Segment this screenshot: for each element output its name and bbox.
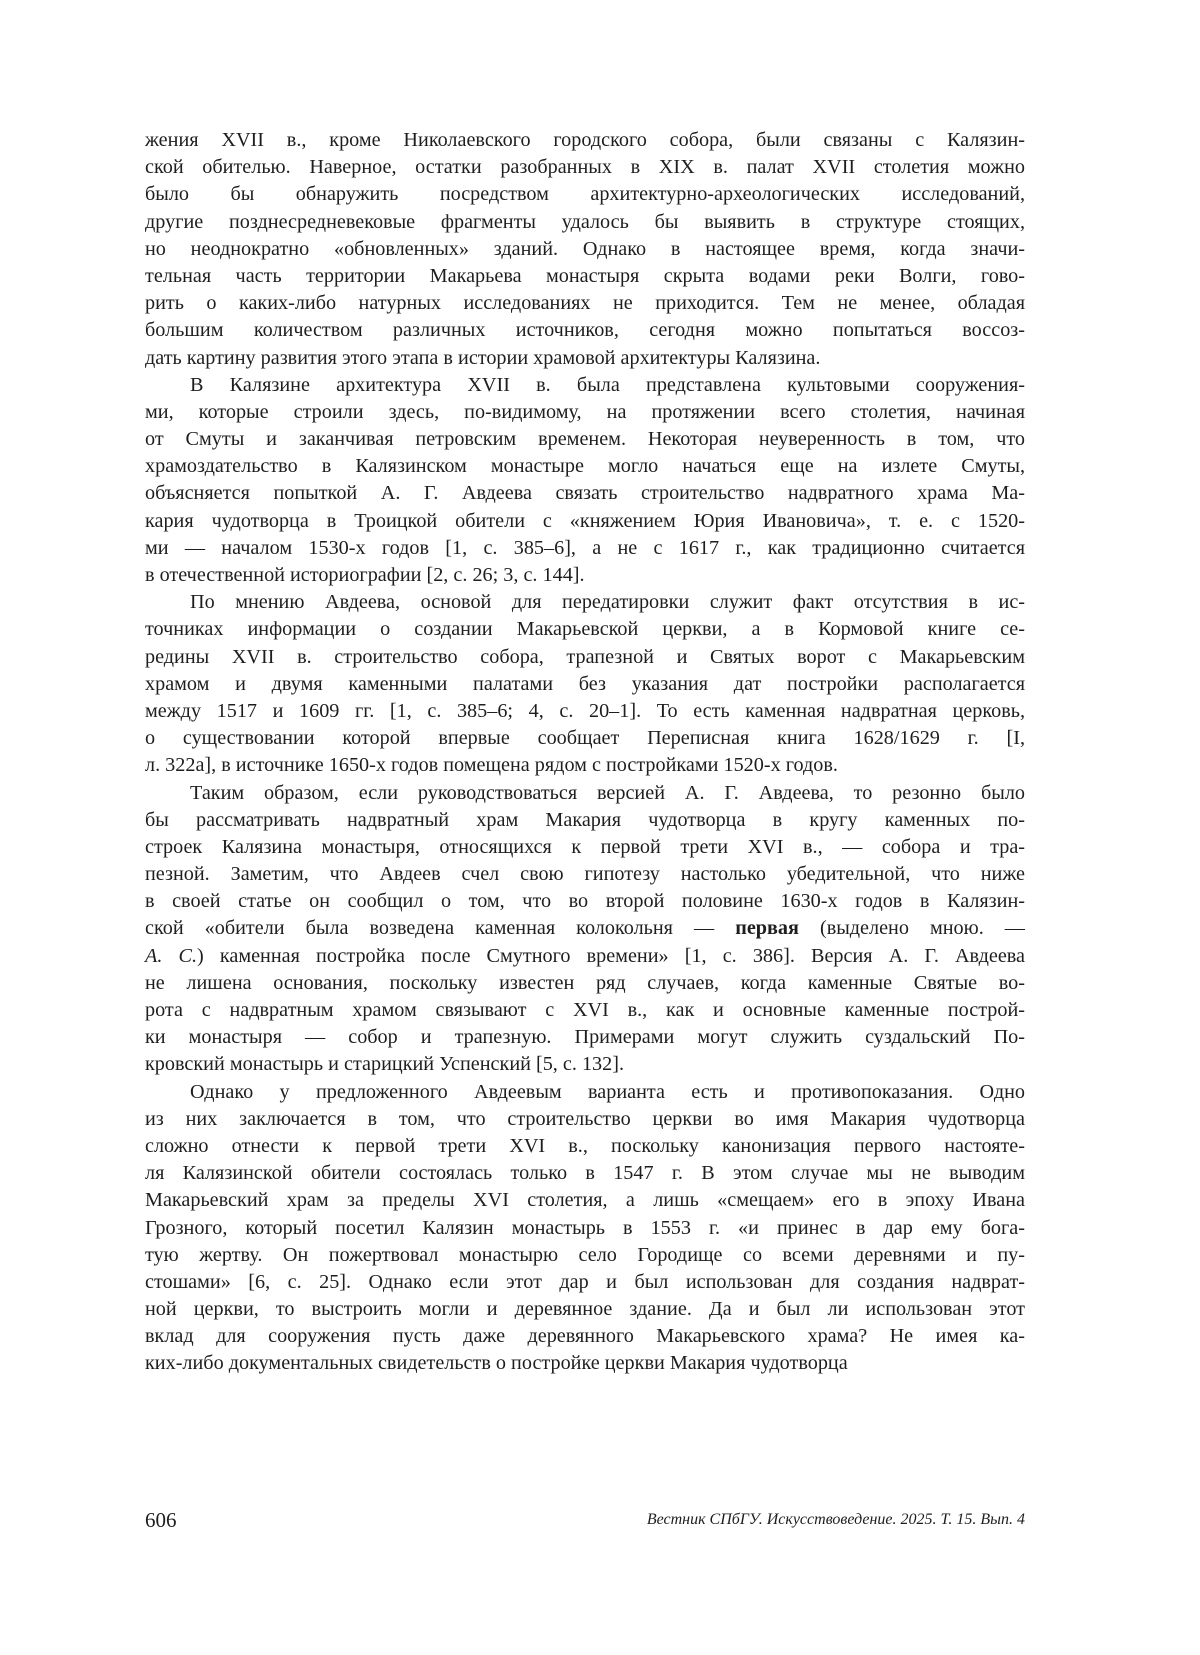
text-line: храмоздательство в Калязинском монастыре могло начаться еще на излете Смуты, xyxy=(145,455,1025,478)
text-line: объясняется попыткой А. Г. Авдеева связать строительство надвратного храма Ма- xyxy=(145,482,1025,505)
text-line: ной церкви, то выстроить могли и деревянное здание. Да и был ли использован этот xyxy=(145,1298,1025,1321)
paragraph xyxy=(145,589,1025,779)
text-line: тую жертву. Он пожертвовал монастырю село Городище со всеми деревнями и пу- xyxy=(145,1243,1025,1266)
text-line: дать картину развития этого этапа в истории храмовой архитектуры Калязина. xyxy=(145,346,821,369)
text-line: Однако у предложенного Авдеевым варианта есть и противопоказания. Одно xyxy=(190,1080,1025,1103)
text-line: Грозного, который посетил Калязин монастырь в 1553 г. «и принес в дар ему бога- xyxy=(145,1216,1025,1239)
text-line: из них заключается в том, что строительство церкви во имя Макария чудотворца xyxy=(145,1107,1025,1130)
text-line: ми, которые строили здесь, по-видимому, на протяжении всего столетия, начиная xyxy=(145,400,1025,423)
text-line: ской обителью. Наверное, остатки разобранных в XIX в. палат XVII столетия можно xyxy=(145,156,1025,179)
text-line: тельная часть территории Макарьева монастыря скрыта водами реки Волги, гово- xyxy=(145,264,1025,287)
paragraph xyxy=(145,372,1025,590)
page-number: 606 xyxy=(145,1508,177,1532)
text-line: ких-либо документальных свидетельств о постройке церкви Макария чудотворца xyxy=(145,1352,848,1375)
text-line: рить о каких-либо натурных исследованиях не приходится. Тем не менее, обладая xyxy=(145,292,1025,315)
text-line: А. С.) каменная постройка после Смутного времени» [1, с. 386]. Версия А. Г. Авдеева xyxy=(145,944,1026,967)
emphasis-italic: А. С. xyxy=(145,944,198,967)
text-line: о существовании которой впервые сообщает Переписная книга 1628/1629 г. [I, xyxy=(145,727,1025,750)
text-line: пезной. Заметим, что Авдеев счел свою гипотезу настолько убедительной, что ниже xyxy=(145,863,1025,886)
text-line: Макарьевский храм за пределы XVI столетия, а лишь «смещаем» его в эпоху Ивана xyxy=(145,1189,1025,1212)
text-line: храмом и двумя каменными палатами без указания дат постройки располагается xyxy=(145,672,1025,695)
paragraph xyxy=(145,127,1025,372)
paragraph xyxy=(145,1079,1025,1378)
text-line: Таким образом, если руководствоваться версией А. Г. Авдеева, то резонно было xyxy=(190,781,1025,804)
running-footer: Вестник СПбГУ. Искусствоведение. 2025. Т. 15. Вып. 4 xyxy=(646,1511,1025,1528)
text-line: ки монастыря — собор и трапезную. Примерами могут служить суздальский По- xyxy=(145,1026,1025,1049)
text-line: редины XVII в. строительство собора, трапезной и Святых ворот с Макарьевским xyxy=(145,645,1025,668)
text-line: было бы обнаружить посредством архитектурно-археологических исследований, xyxy=(145,183,1025,206)
text-line: в своей статье он сообщил о том, что во второй половине 1630-х годов в Калязин- xyxy=(145,890,1025,913)
text-line: в отечественной историографии [2, с. 26; 3, с. 144]. xyxy=(145,564,585,586)
paragraph xyxy=(145,780,1025,1079)
text-line: рота с надвратным храмом связывают с XVI в., как и основные каменные построй- xyxy=(145,999,1025,1021)
text-line: от Смуты и заканчивая петровским временем. Некоторая неуверенность в том, что xyxy=(145,428,1025,451)
text-line: ской «обители была возведена каменная колокольня — первая (выделено мною. — xyxy=(145,917,1025,940)
text-line: кария чудотворца в Троицкой обители с «княжением Юрия Ивановича», т. е. с 1520- xyxy=(145,509,1025,532)
text-line: кровский монастырь и старицкий Успенский [5, с. 132]. xyxy=(145,1053,624,1076)
emphasis-bold: первая xyxy=(735,917,799,940)
text-line: По мнению Авдеева, основой для передатировки служит факт отсутствия в ис- xyxy=(190,591,1025,614)
text-line: ми — началом 1530-х годов [1, с. 385–6], а не с 1617 г., как традиционно считается xyxy=(145,536,1025,559)
text-line: не лишена основания, поскольку известен ряд случаев, когда каменные Святые во- xyxy=(145,971,1025,994)
text-line: между 1517 и 1609 гг. [1, с. 385–6; 4, с. 20–1]. То есть каменная надвратная церковь, xyxy=(145,699,1025,722)
text-line: строек Калязина монастыря, относящихся к первой трети XVI в., — собора и тра- xyxy=(145,835,1025,858)
text-line: бы рассматривать надвратный храм Макария чудотворца в кругу каменных по- xyxy=(145,808,1025,831)
page-footer xyxy=(145,1505,1025,1535)
text-line: большим количеством различных источников, сегодня можно попытаться воссоз- xyxy=(145,319,1025,342)
text-line: В Калязине архитектура XVII в. была представлена культовыми сооружения- xyxy=(190,373,1025,396)
text-line: точниках информации о создании Макарьевской церкви, а в Кормовой книге се- xyxy=(145,618,1025,641)
text-line: л. 322а], в источнике 1650-х годов помещена рядом с постройками 1520-х годов. xyxy=(145,754,838,777)
text-line: ля Калязинской обители состоялась только в 1547 г. В этом случае мы не выводим xyxy=(145,1162,1025,1185)
text-line: вклад для сооружения пусть даже деревянного Макарьевского храма? Не имея ка- xyxy=(145,1325,1025,1348)
article-body xyxy=(145,127,1025,1378)
text-line: но неоднократно «обновленных» зданий. Однако в настоящее время, когда значи- xyxy=(145,237,1025,260)
text-line: жения XVII в., кроме Николаевского городского собора, были связаны с Калязин- xyxy=(145,129,1025,151)
text-line: другие позднесредневековые фрагменты удалось бы выявить в структуре стоящих, xyxy=(145,210,1025,233)
text-line: стошами» [6, с. 25]. Однако если этот дар и был использован для создания надврат- xyxy=(145,1270,1025,1293)
text-line: сложно отнести к первой трети XVI в., поскольку канонизация первого настояте- xyxy=(145,1134,1025,1157)
